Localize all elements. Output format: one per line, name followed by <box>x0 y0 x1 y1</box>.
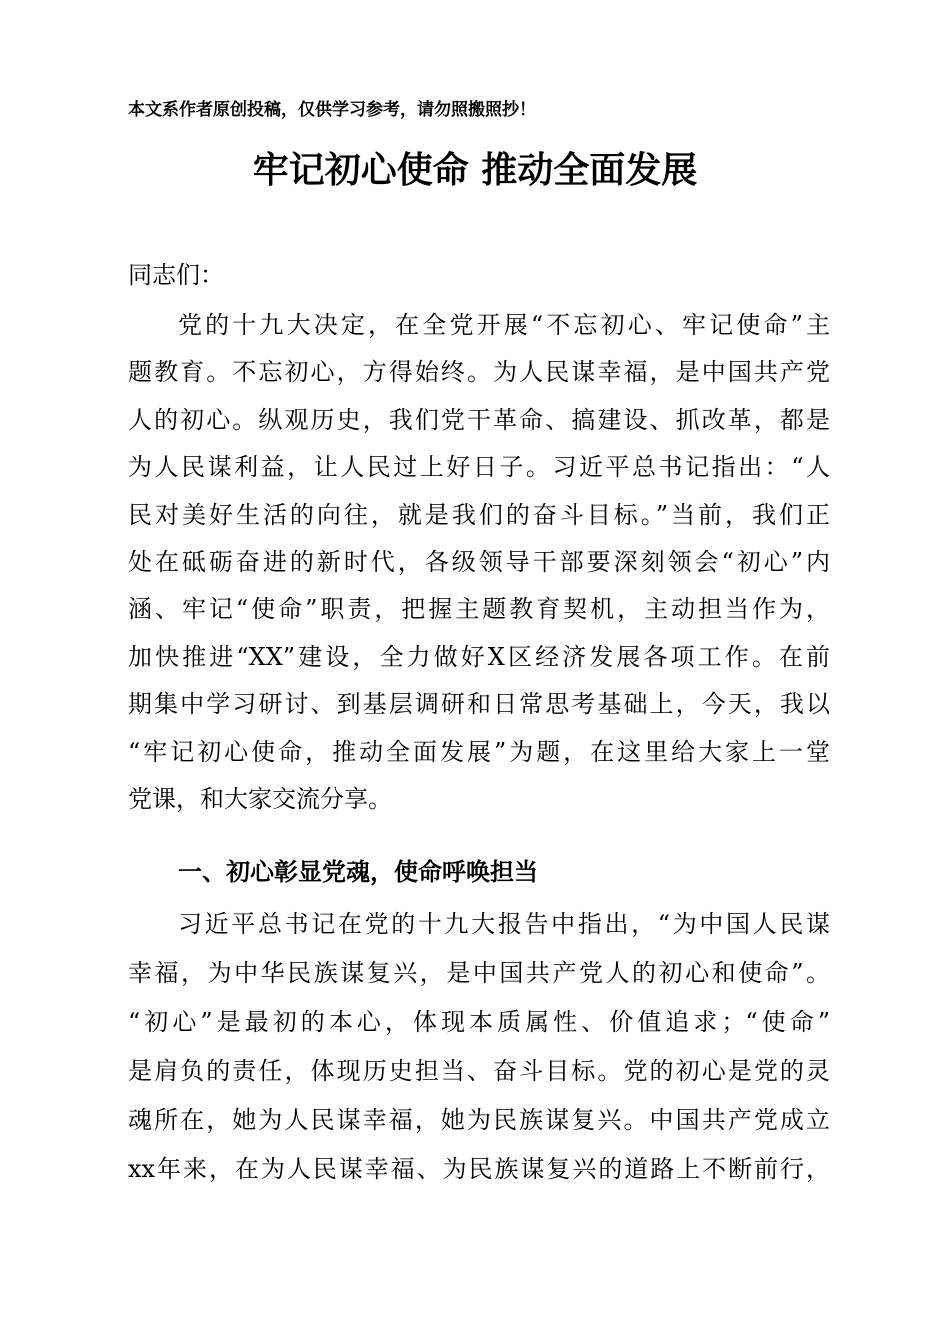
text-line: 党的十九大决定，在全党开展“不忘初心、牢记使命”主 <box>178 311 830 339</box>
text-line: 党课，和大家交流分享。 <box>128 785 392 814</box>
text-line: “牢记初心使命，推动全面发展”为题，在这里给大家上一堂 <box>128 737 830 766</box>
section-heading: 一、初心彰显党魂，使命呼唤担当 <box>178 857 538 886</box>
text-line: 题教育。不忘初心，方得始终。为人民谋幸福，是中国共产党 <box>128 358 830 387</box>
text-line: 人的初心。纵观历史，我们党干革命、搞建设、抓改革，都是 <box>128 405 830 434</box>
text-line: 处在砥砺奋进的新时代，各级领导干部要深刻领会“初心”内 <box>128 548 830 577</box>
copyright-notice: 本文系作者原创投稿，仅供学习参考，请勿照搬照抄！ <box>128 100 536 120</box>
text-line: 魂所在，她为人民谋幸福，她为民族谋复兴。中国共产党成立 <box>128 1106 830 1134</box>
paragraph-intro <box>128 302 830 823</box>
text-line: 幸福，为中华民族谋复兴，是中国共产党人的初心和使命”。 <box>128 959 830 987</box>
document-title: 牢记初心使命 推动全面发展 <box>252 149 698 191</box>
text-line: “初心”是最初的本心，体现本质属性、价值追求；“使命” <box>128 1008 830 1036</box>
text-line: 习近平总书记在党的十九大报告中指出，“为中国人民谋 <box>178 910 830 938</box>
paragraph-section1 <box>128 900 830 1194</box>
text-line: 涵、牢记“使命”职责，把握主题教育契机，主动担当作为， <box>128 595 830 624</box>
text-line: 加快推进“XX”建设，全力做好X区经济发展各项工作。在前 <box>128 642 830 671</box>
greeting: 同志们： <box>128 261 224 289</box>
text-line: 期集中学习研讨、到基层调研和日常思考基础上，今天，我以 <box>128 690 830 719</box>
text-line: 民对美好生活的向往，就是我们的奋斗目标。”当前，我们正 <box>128 500 830 529</box>
text-line: 为人民谋利益，让人民过上好日子。习近平总书记指出：“人 <box>128 453 830 482</box>
text-line: xx年来，在为人民谋幸福、为民族谋复兴的道路上不断前行， <box>128 1155 830 1183</box>
text-line: 是肩负的责任，体现历史担当、奋斗目标。党的初心是党的灵 <box>128 1057 830 1085</box>
